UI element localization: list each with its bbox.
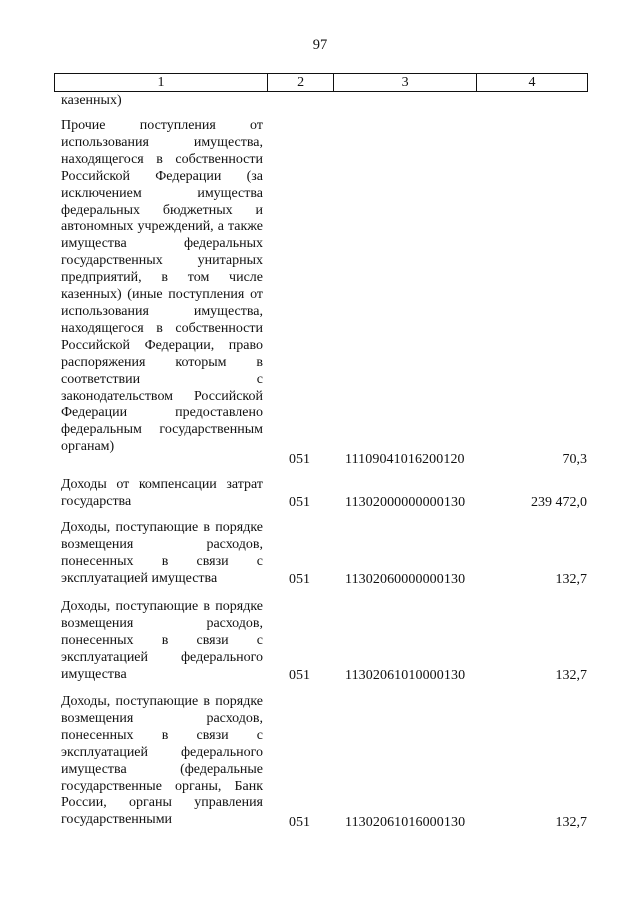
- row-kbk-code: 11302060000000130: [345, 572, 466, 587]
- row-amount: 132,7: [555, 668, 587, 683]
- column-header-2: 2: [267, 74, 333, 92]
- column-header-4: 4: [477, 74, 588, 92]
- row-admin-code: 051: [289, 572, 310, 587]
- row-kbk-code: 11109041016200120: [345, 452, 465, 467]
- column-header-row: [55, 74, 588, 92]
- row-description: Доходы, поступающие в порядке возмещения расходов, понесенных в связи с эксплуатацией федерального имущества: [61, 599, 263, 682]
- row-kbk-code: 11302061016000130: [345, 815, 466, 830]
- row-admin-code: 051: [289, 668, 310, 683]
- row-description: Доходы от компенсации затрат государства: [61, 477, 263, 509]
- row-amount: 132,7: [555, 572, 587, 587]
- row-kbk-code: 11302061010000130: [345, 668, 466, 683]
- row-kbk-code: 11302000000000130: [345, 495, 466, 510]
- column-header-table: [54, 73, 588, 92]
- row-admin-code: 051: [289, 815, 310, 830]
- row-description: Прочие поступления от использования имущества, находящегося в собственности Российской Федерации (за исключением имущества федеральных бюджетных и автономных учреждений, а также имущества федеральных государственных унитарных предприятий, в том числе казенных) (иные поступления от использования имущества, находящегося в собственности Российской Федерации, право распоряжения которым в соответствии с законодательством Российской Федерации предоставлено федеральным государственным органам): [61, 118, 263, 455]
- page-number: 97: [312, 37, 328, 53]
- row-amount: 239 472,0: [531, 495, 587, 510]
- column-header-1: 1: [55, 74, 268, 92]
- row-amount: 70,3: [562, 452, 587, 467]
- row-amount: 132,7: [555, 815, 587, 830]
- row-description: Доходы, поступающие в порядке возмещения расходов, понесенных в связи с эксплуатацией федерального имущества (федеральные государственные органы, Банк России, органы управления государственными: [61, 694, 263, 828]
- row-admin-code: 051: [289, 452, 310, 467]
- row-description: Доходы, поступающие в порядке возмещения расходов, понесенных в связи с эксплуатацией имущества: [61, 520, 263, 586]
- row-admin-code: 051: [289, 495, 310, 510]
- column-header-3: 3: [334, 74, 477, 92]
- continuation-text: казенных): [61, 93, 122, 108]
